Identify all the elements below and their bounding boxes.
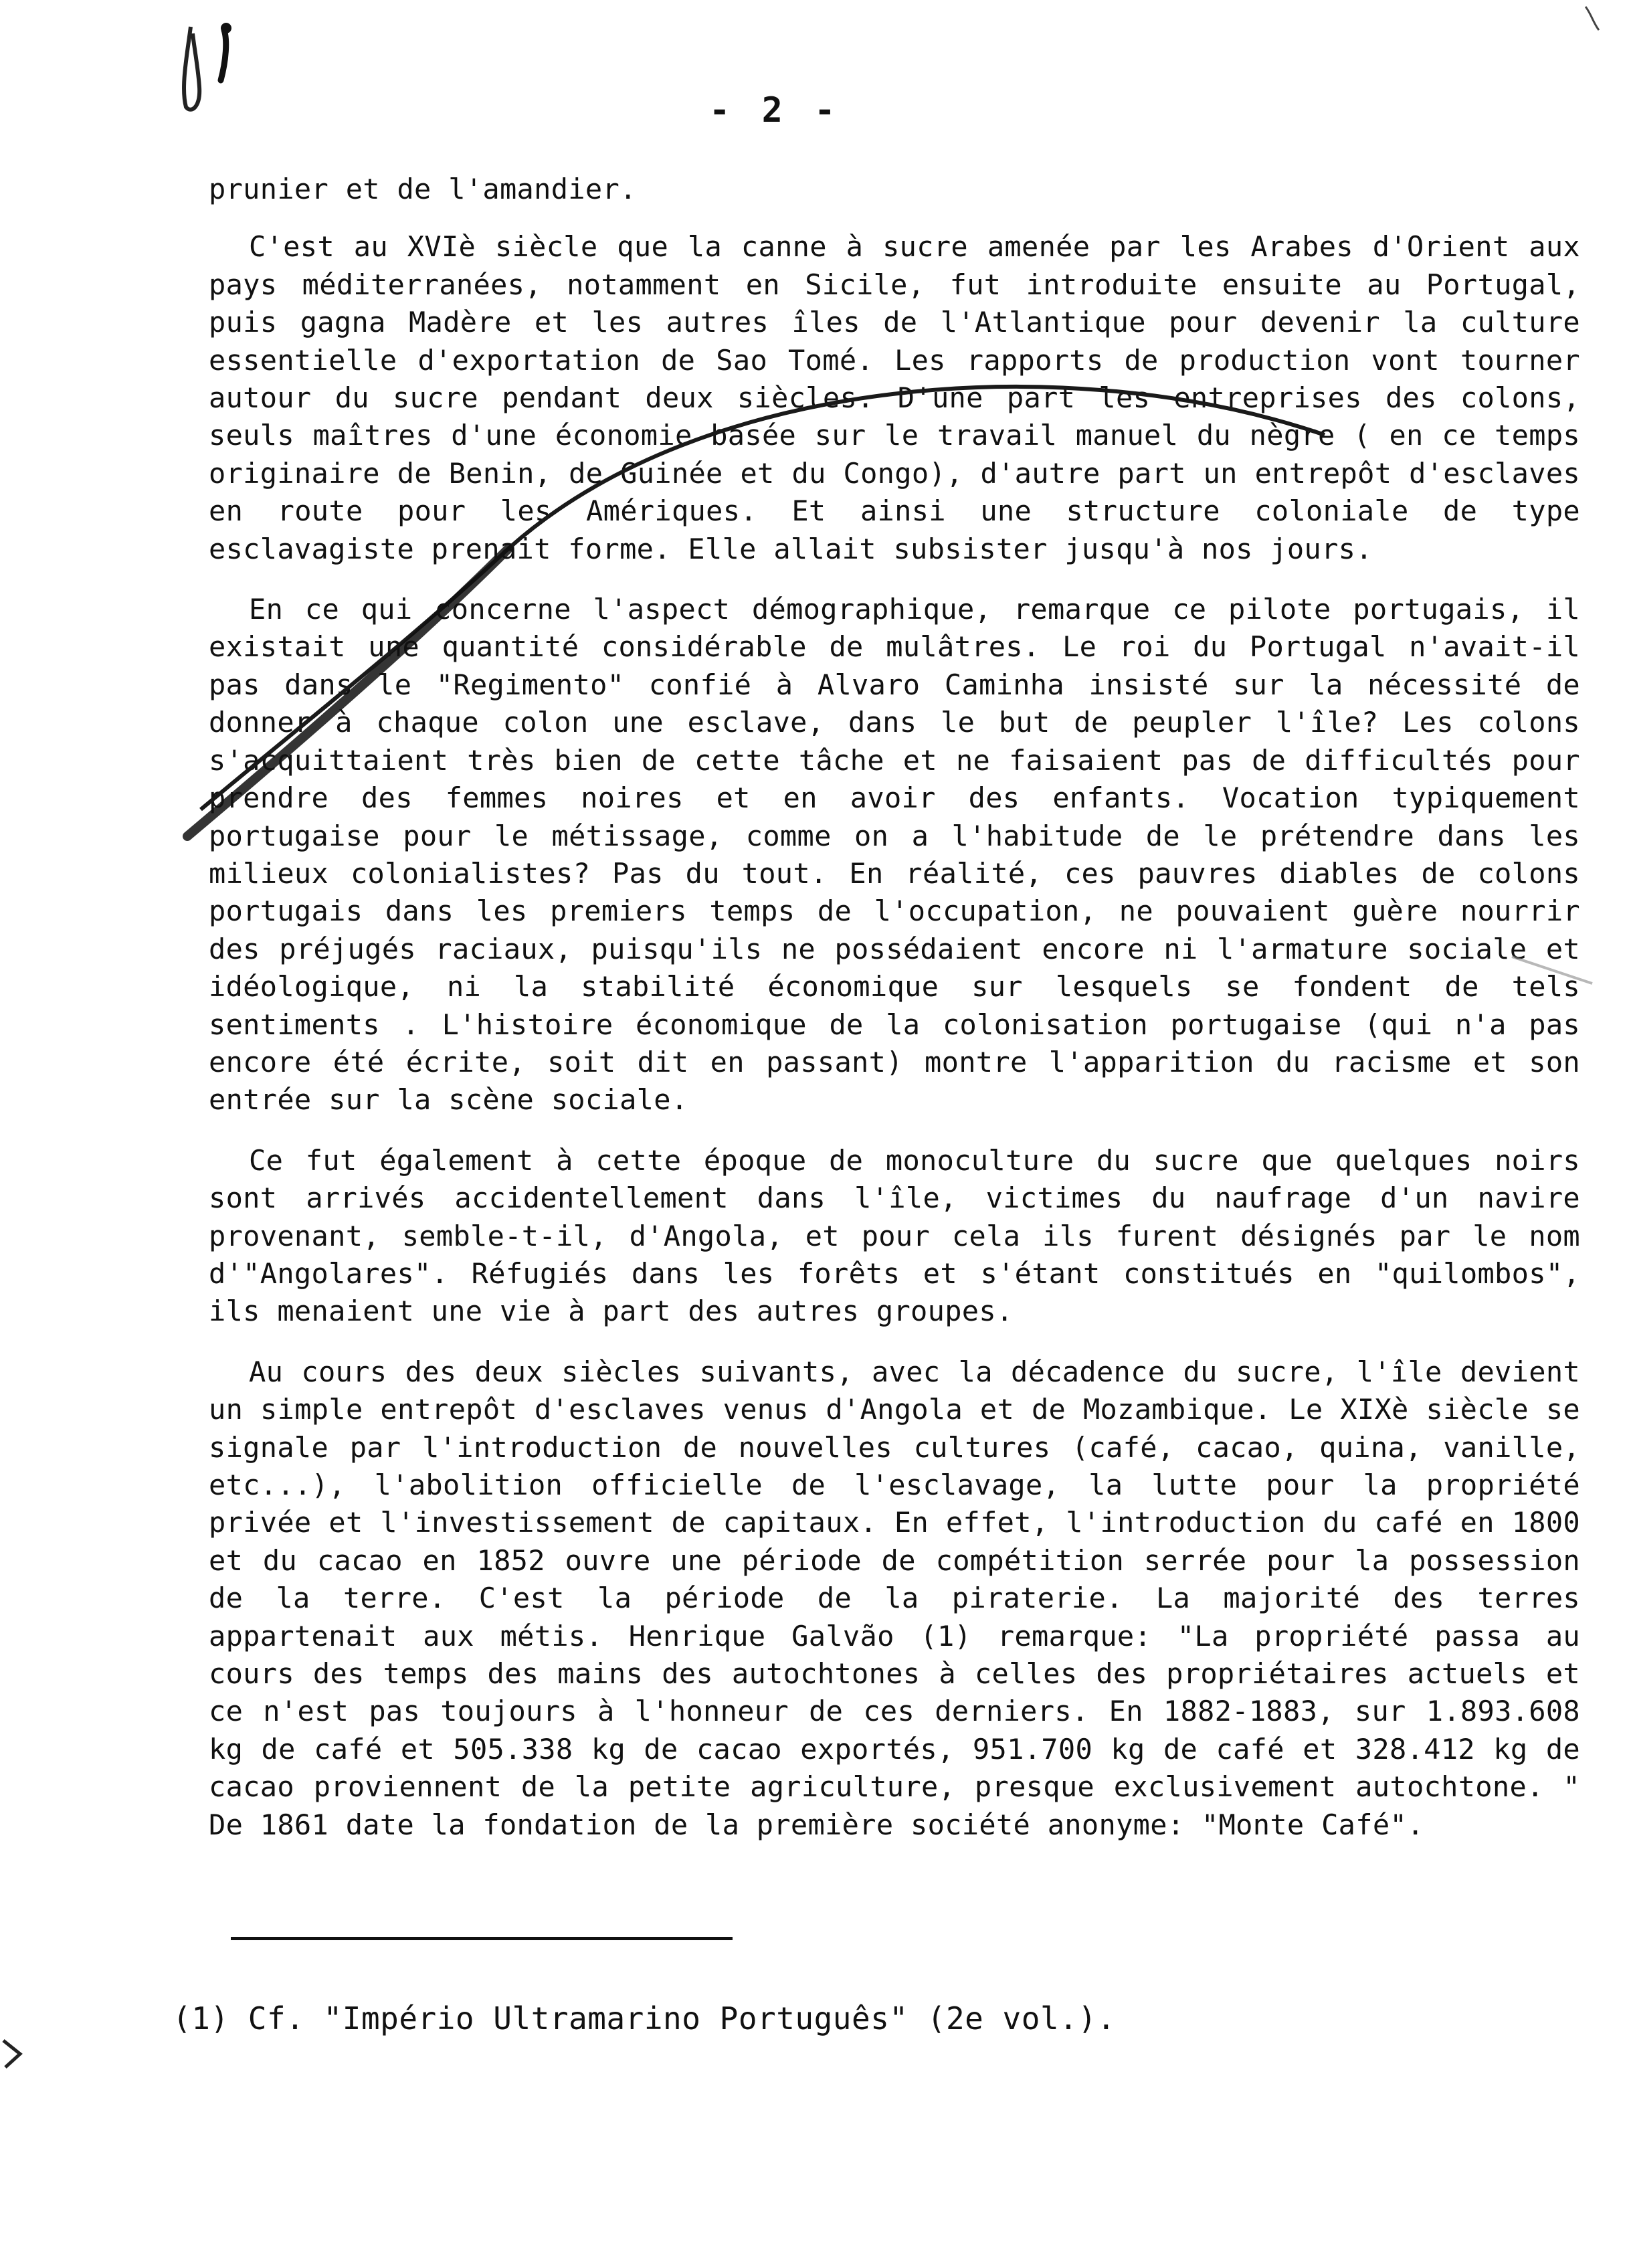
handwritten-mark: [167, 13, 248, 120]
footnote: (1) Cf. "Império Ultramarino Português" (2e vol.).: [173, 2000, 1116, 2037]
body-text: [209, 171, 1580, 1867]
edge-speck: [1579, 3, 1606, 43]
paragraph-2: C'est au XVIè siècle que la canne à sucre amenée par les Arabes d'Orient aux pays méditerranées, notamment en Sicile, fut introduite ensuite au Portugal, puis gagna Madère et les autres îles de l'Atlantique pour devenir la culture essentielle d'exportation de Sao Tomé. Les rapports de production vont tourner autour du sucre pendant deux siècles. D'une part les entreprises des colons, seuls maîtres d'une économie basée sur le travail manuel du nègre ( en ce temps originaire de Benin, de Guinée et du Congo), d'autre part un entrepôt d'esclaves en route pour les Amériques. Et ainsi une structure coloniale de type esclavagiste prenait forme. Elle allait subsister jusqu'à nos jours.: [209, 230, 1580, 565]
paragraph-1: prunier et de l'amandier.: [209, 173, 637, 205]
footnote-separator: [231, 1937, 733, 1940]
paragraph-4: Ce fut également à cette époque de monoculture du sucre que quelques noirs sont arrivés accidentellement dans l'île, victimes du naufrage d'un navire provenant, semble-t-il, d'Angola, et pour cela ils furent désignés par le nom d'"Angolares". Réfugiés dans les forêts et s'étant constitués en "quilombos", ils menaient une vie à part des autres groupes.: [209, 1143, 1580, 1328]
edge-speck: [0, 2034, 27, 2074]
paragraph-5: Au cours des deux siècles suivants, avec la décadence du sucre, l'île devient un simple entrepôt d'esclaves venus d'Angola et de Mozambique. Le XIXè siècle se signale par l'introduction de nouvelles cultures (café, cacao, quina, vanille, etc...), l'abolition officielle de l'esclavage, la lutte pour la propriété privée et l'investissement de capitaux. En effet, l'introduction du café en 1800 et du cacao en 1852 ouvre une période de compétition serrée pour la possession de la terre. C'est la période de la piraterie. La majorité des terres appartenait aux métis. Henrique Galvão (1) remarque: "La propriété passa au cours des temps des mains des autochtones à celles des propriétaires actuels et ce n'est pas toujours à l'honneur de ces derniers. En 1882-1883, sur 1.893.608 kg de café et 505.338 kg de cacao exportés, 951.700 kg de café et 328.412 kg de cacao proviennent de la petite agriculture, presque exclusivement autochtone. " De 1861 date la fondation de la première société anonyme: "Monte Café".: [209, 1355, 1580, 1841]
paragraph-3: En ce qui concerne l'aspect démographique, remarque ce pilote portugais, il existait une quantité considérable de mulâtres. Le roi du Portugal n'avait-il pas dans le "Regimento" confié à Alvaro Caminha insisté sur la nécessité de donner à chaque colon une esclave, dans le but de peupler l'île? Les colons s'acquittaient très bien de cette tâche et ne faisaient pas de difficultés pour prendre des femmes noires et en avoir des enfants. Vocation typiquement portugaise pour le métissage, comme on a l'habitude de le prétendre dans les milieux colonialistes? Pas du tout. En réalité, ces pauvres diables de colons portugais dans les premiers temps de l'occupation, ne pouvaient guère nourrir des préjugés raciaux, puisqu'ils ne possédaient encore ni l'armature sociale et idéologique, ni la stabilité économique sur lesquels se fondent de tels sentiments . L'histoire économique de la colonisation portugaise (qui n'a pas encore été écrite, soit dit en passant) montre l'apparition du racisme et son entrée sur la scène sociale.: [209, 593, 1580, 1117]
page-number: - 2 -: [709, 90, 841, 130]
